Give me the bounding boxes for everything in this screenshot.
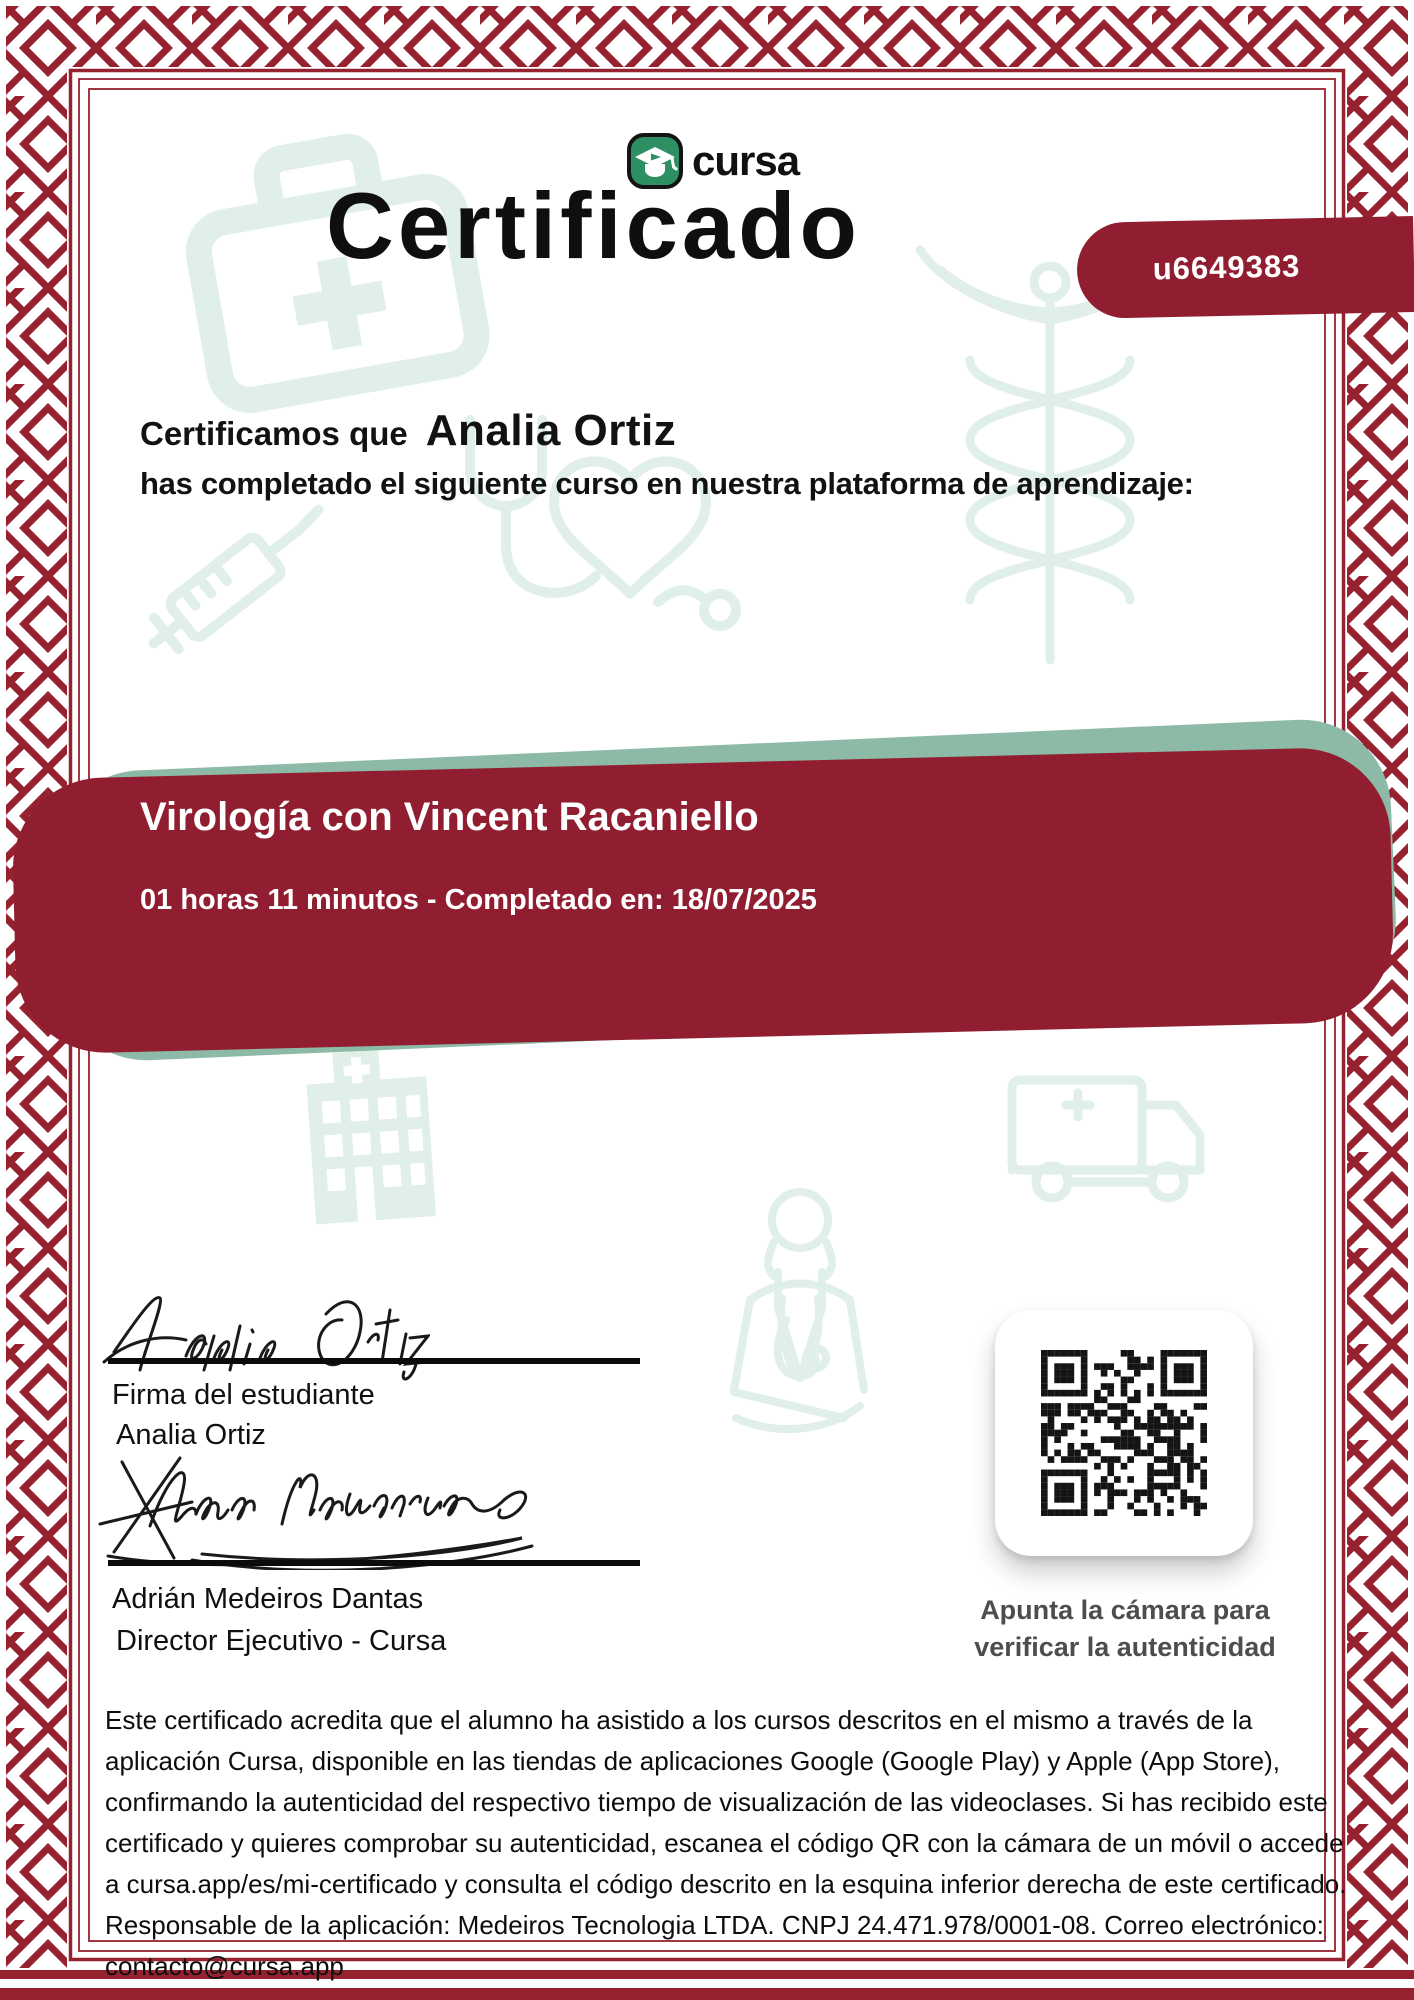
certificate-code-badge	[1076, 216, 1414, 319]
certificate-title: Certificado	[326, 173, 861, 278]
intro-prefix: Certificamos que	[140, 415, 408, 452]
student-signature-label: Firma del estudiante	[112, 1379, 375, 1411]
director-signature-line	[108, 1560, 640, 1566]
cursa-logo-text: cursa	[692, 137, 800, 184]
hospital-watermark-icon	[284, 1034, 466, 1230]
intro-line2: has completado el siguiente curso en nuestra plataforma de aprendizaje:	[140, 466, 1194, 501]
ambulance-watermark-icon	[1000, 1050, 1215, 1215]
student-signature-line	[108, 1358, 640, 1364]
course-details: 01 horas 11 minutos - Completado en: 18/07/2025	[140, 884, 817, 916]
footer-legal-text: Este certificado acredita que el alumno ha asistido a los cursos descritos en el mismo a través de la aplicación Cursa, disponible en las tiendas de aplicaciones Google (Google Play) y Apple (App Store), confirmando la autenticidad del respectivo tiempo de visualización de las videoclases. Si has recibido este certificado y quieres comprobar su autenticidad, escanea el código QR con la cámara de un móvil o accede a cursa.app/es/mi-certificado y consulta el código descrito en la esquina inferior derecha de este certificado. Responsable de la aplicación: Medeiros Tecnologia LTDA. CNPJ 24.471.978/0001-08. Correo electrónico: contacto@cursa.app	[105, 1705, 1347, 1981]
bottom-bar-thick	[0, 1988, 1414, 2000]
syringe-watermark-icon	[110, 480, 350, 690]
student-signature-name: Analia Ortiz	[116, 1419, 266, 1451]
qr-code	[1041, 1350, 1207, 1516]
director-signature-image	[92, 1440, 542, 1570]
doctor-watermark-icon	[690, 1180, 900, 1480]
director-signature-name: Adrián Medeiros Dantas	[112, 1583, 424, 1615]
qr-caption-line1: Apunta la cámara para	[980, 1595, 1270, 1625]
qr-card	[995, 1310, 1253, 1556]
intro-block	[140, 406, 1194, 502]
border-top-band	[6, 6, 1408, 67]
qr-caption-line2: verificar la autenticidad	[974, 1632, 1276, 1662]
qr-caption	[942, 1592, 1308, 1666]
student-signature-image	[100, 1282, 430, 1382]
student-name: Analia Ortiz	[425, 406, 677, 455]
certificate-code: u6649383	[1152, 248, 1301, 287]
director-signature-role: Director Ejecutivo - Cursa	[116, 1625, 447, 1657]
course-title: Virología con Vincent Racaniello	[140, 795, 759, 839]
